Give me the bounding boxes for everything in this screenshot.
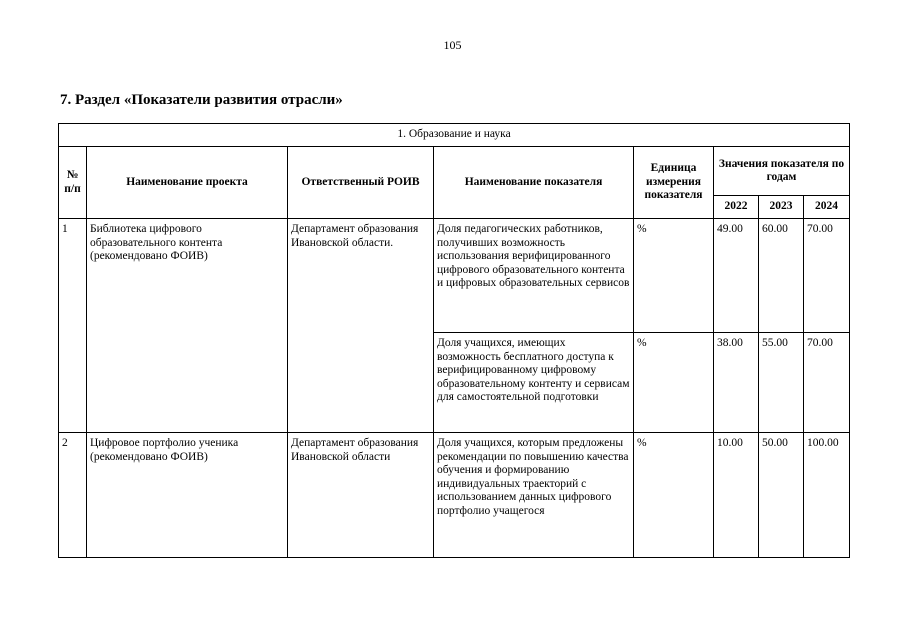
value-2024: 70.00 [804,219,850,333]
project-name: Цифровое портфолио ученика (рекомендовано ФОИВ) [87,433,288,558]
value-2024: 70.00 [804,333,850,433]
table-row [59,219,850,333]
header-project: Наименование проекта [87,147,288,219]
category-label: 1. Образование и наука [59,124,850,147]
project-name: Библиотека цифрового образовательного контента (рекомендовано ФОИВ) [87,219,288,433]
indicator-name: Доля учащихся, имеющих возможность бесплатного доступа к верифицированному цифровому образовательному контенту и сервисам для самостоятельной подготовки [434,333,634,433]
value-2023: 60.00 [759,219,804,333]
header-values: Значения показателя по годам [714,147,850,196]
category-row [59,124,850,147]
value-2022: 49.00 [714,219,759,333]
header-year-2023: 2023 [759,196,804,219]
table-row [59,433,850,558]
value-2024: 100.00 [804,433,850,558]
section-title: 7. Раздел «Показатели развития отрасли» [60,92,343,108]
page-number: 105 [443,38,462,52]
row-num: 1 [59,219,87,433]
responsible-roiv: Департамент образования Ивановской области. [288,219,434,433]
value-2023: 50.00 [759,433,804,558]
indicator-name: Доля учащихся, которым предложены рекомендации по повышению качества обучения и формированию индивидуальных траекторий с использованием данных цифрового портфолио учащегося [434,433,634,558]
header-num: № п/п [59,147,87,219]
indicator-unit: % [634,333,714,433]
header-year-2022: 2022 [714,196,759,219]
value-2022: 10.00 [714,433,759,558]
responsible-roiv: Департамент образования Ивановской области [288,433,434,558]
header-roiv: Ответственный РОИВ [288,147,434,219]
row-num: 2 [59,433,87,558]
indicator-unit: % [634,219,714,333]
indicator-name: Доля педагогических работников, получивших возможность использования верифицированного цифрового образовательного контента и цифровых образовательных сервисов [434,219,634,333]
header-indicator: Наименование показателя [434,147,634,219]
header-row [59,147,850,196]
value-2023: 55.00 [759,333,804,433]
value-2022: 38.00 [714,333,759,433]
indicator-unit: % [634,433,714,558]
indicators-table [58,123,850,558]
header-year-2024: 2024 [804,196,850,219]
header-unit: Единица измерения показателя [634,147,714,219]
